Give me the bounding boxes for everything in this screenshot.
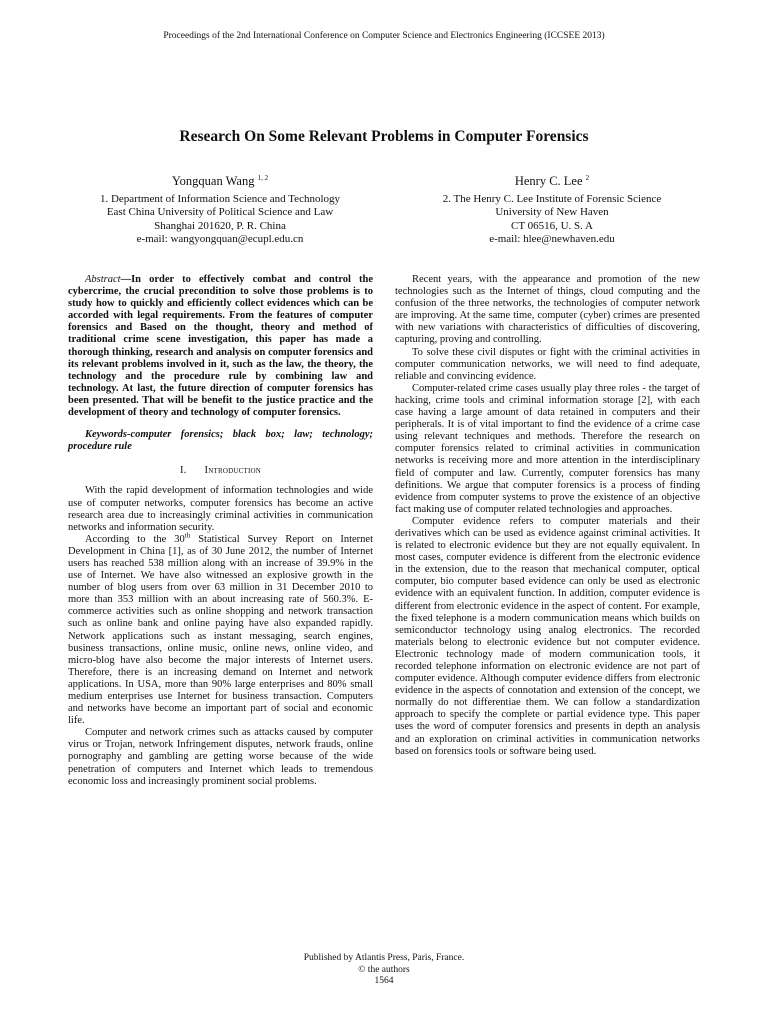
author-name-2: Henry C. Lee $^2$ bbox=[514, 173, 590, 188]
intro-paragraph-1: With the rapid development of information technologies and wide use of computer networks, computer forensics has become an active research area due to increasingly criminal activities in communication networks and information security. bbox=[68, 485, 373, 533]
author-address-2: CT 06516, U. S. A bbox=[510, 219, 593, 232]
author-block-1 bbox=[60, 175, 380, 247]
right-paragraph-3: Computer-related crime cases usually play three roles - the target of hacking, crime tools and criminal information storage [2], with each case having a large amount of data retained in computers and their peripherals. It is of vital important to find the evidence of a crime case using relevant techniques and methods. Therefore the research on computer forensics related to criminal activities in communication networks is receiving more and more attention in the interdisciplinary field of computer and law. Currently, computer forensics has many definitions. We argue that computer forensics is a process of finding evidence from computer systems to prove the existence of an objective fact making use of computer related technologies and approaches. bbox=[395, 382, 700, 515]
section-title: Introduction bbox=[204, 465, 261, 477]
keywords: Keywords-computer forensics; black box; law; technology; procedure rule bbox=[68, 429, 373, 453]
author-block-2 bbox=[392, 175, 712, 247]
author-email-1[interactable]: e-mail: wangyongquan@ecupl.edu.cn bbox=[136, 233, 304, 246]
intro-paragraph-3: Computer and network crimes such as attacks caused by computer virus or Trojan, network Infringement disputes, network frauds, online pornography and gambling are getting worse because of the wide penetration of computers and Internet which leads to tremendous economic loss and increasingly prominent social problems. bbox=[68, 727, 373, 787]
abstract bbox=[68, 274, 373, 419]
conference-header: Proceedings of the 2nd International Conference on Computer Science and Electronics Engineering (ICCSEE 2013) bbox=[163, 31, 605, 41]
right-paragraph-2: To solve these civil disputes or fight with the criminal activities in computer communication networks, we will need to find adequate, reliable and convincing evidence. bbox=[395, 346, 700, 382]
author-university-2: University of New Haven bbox=[495, 206, 609, 219]
author-email-2[interactable]: e-mail: hlee@newhaven.edu bbox=[489, 233, 615, 246]
section-number: I. bbox=[180, 465, 187, 477]
page-number: 1564 bbox=[374, 976, 394, 986]
paper-title: Research On Some Relevant Problems in Computer Forensics bbox=[179, 128, 589, 145]
author-name-1: Yongquan Wang $^{1, 2}$ bbox=[171, 173, 269, 188]
author-affiliation-2: 2. The Henry C. Lee Institute of Forensic Science bbox=[442, 192, 662, 205]
author-address-1: Shanghai 201620, P. R. China bbox=[154, 219, 286, 232]
section-heading-introduction bbox=[68, 465, 373, 477]
abstract-label: Abstract bbox=[85, 274, 121, 285]
copyright-note: © the authors bbox=[358, 964, 410, 975]
left-column bbox=[68, 274, 373, 788]
abstract-text: —In order to effectively combat and control the cybercrime, the crucial precondition to solve those problems is to study how to quickly and efficiently collect evidences which can be accorded with legal requirements. From the features of computer forensics and Based on the thought, theory and method of traditional crime scene investigation, this paper has made a thorough thinking, research and analysis on computer forensics and its relevant problems involved in it, such as the law, the theory, the technology and the procedure rule by combining law and technology. At last, the future direction of computer forensics has been presented. That will be benefit to the justice practice and the development of theory and technology of computer forensics. bbox=[68, 274, 373, 419]
page-footer bbox=[0, 953, 768, 988]
right-paragraph-1: Recent years, with the appearance and promotion of the new technologies such as the Internet of things, cloud computing and the confusion of the three networks, the technologies of computer network are improving. At the same time, computer (cyber) crimes are presented with new variations with characteristics of difficulties of discovering, capturing, proving and controlling. bbox=[395, 274, 700, 346]
author-affiliation-1: 1. Department of Information Science and Technology bbox=[99, 192, 341, 205]
author-university-1: East China University of Political Science and Law bbox=[106, 206, 334, 219]
right-paragraph-4: Computer evidence refers to computer materials and their derivatives which can be used as evidence against criminal activities. It is related to electronic evidence but they are not equally equivalent. In most cases, computer evidence is different from the electronic evidence in the extension, due to the reason that mechanical computer, optical computer, bio computer based evidence can only be used as electronic evidence with an equivalent function. In addition, computer evidence is different from electronic evidence in the aspect of content. For example, the fixed telephone is a modern communication means which builds on semiconductor technology using analog electronics. The recorded materials belong to electronic evidence but not computer evidence. Electronic technology made of modern communication tools, it recorded telephone information on electronic evidence are not part of computer evidence. Although computer evidence differs from electronic evidence in the aspects of connotation and extension of the concept, we normally do not differentiae them. We can follow a standardization approach to specify the complete or partial evidence type. This paper uses the word of computer forensics and presents in depth an analysis and an exploration on criminal activities in communication networks based on forensics tools or software being used. bbox=[395, 515, 700, 757]
intro-paragraph-2: According to the 30th Statistical Survey Report on Internet Development in China [1], as of 30 June 2012, the number of Internet users has reached 538 million along with an increase of 39.9% in the use of Internet. We have also witnessed an explosive growth in the number of blog users from over 63 million in 31 December 2010 to more than 353 million with an about increasing rate of 560.3%. E-commerce activities such as online shopping and network transaction such as online bank and online paying have also expanded rapidly. Network applications such as instant messaging, search engines, business transactions, online music, online news, online video, and micro-blog have also become the major interests of Internet users. Therefore, there is an increasing demand on Internet and network applications. In USA, more than 90% large enterprises and 80% small medium enterprises use Internet for business transaction. Computers and networks have become an important part of social and economic life. bbox=[68, 531, 374, 727]
publisher-note: Published by Atlantis Press, Paris, France. bbox=[303, 953, 465, 963]
right-column bbox=[395, 274, 700, 758]
